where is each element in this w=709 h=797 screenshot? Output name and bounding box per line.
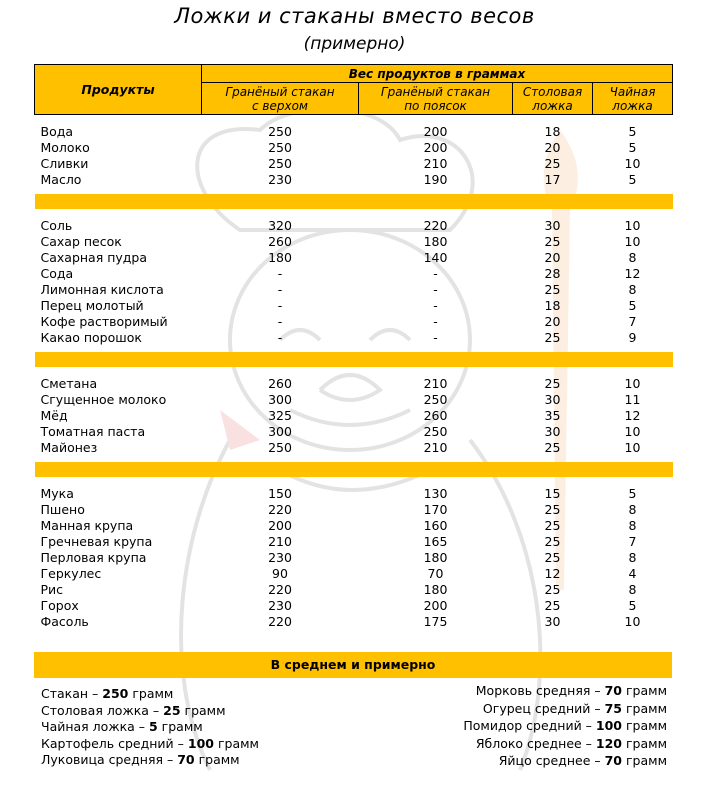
- group-separator-band: [35, 462, 673, 477]
- summary-right-list: [463, 682, 667, 770]
- summary-item: Чайная ложка – 5 грамм: [41, 719, 203, 734]
- glass-full-column-header: Гранёный стакан с верхом: [202, 83, 359, 115]
- summary-item: Луковица средняя – 70 грамм: [41, 752, 240, 767]
- summary-item: Столовая ложка – 25 грамм: [41, 702, 226, 718]
- weight-value: 5: [628, 298, 637, 313]
- weight-value: 25: [544, 534, 561, 549]
- weight-value: 180: [268, 250, 292, 265]
- weight-value: 8: [628, 250, 637, 265]
- weight-value: -: [277, 266, 283, 281]
- weight-value: 8: [628, 518, 637, 533]
- weight-value: 25: [544, 376, 561, 391]
- weight-value: 8: [628, 550, 637, 565]
- product-name: Томатная паста: [40, 424, 146, 439]
- product-name: Фасоль: [40, 614, 89, 629]
- weight-value: 325: [268, 408, 292, 423]
- product-name: Какао порошок: [40, 330, 142, 345]
- weight-value: 25: [544, 502, 561, 517]
- weight-value: 25: [544, 598, 561, 613]
- weight-value: 8: [628, 582, 637, 597]
- table-row: [35, 598, 673, 614]
- weight-value: 230: [268, 550, 292, 565]
- weight-value: 12: [624, 408, 641, 423]
- table-row: [35, 566, 673, 582]
- weight-value: 10: [624, 614, 641, 629]
- table-row: [35, 266, 673, 282]
- table-row: [35, 314, 673, 330]
- weight-value: 5: [628, 124, 637, 139]
- product-name: Майонез: [40, 440, 98, 455]
- summary-item: Яблоко среднее – 120 грамм: [475, 735, 667, 751]
- weight-value: 210: [423, 440, 448, 455]
- weight-value: -: [433, 266, 438, 281]
- summary-item: Огурец средний – 75 грамм: [482, 700, 667, 716]
- product-name: Манная крупа: [40, 518, 134, 533]
- product-name: Сметана: [40, 376, 98, 391]
- weight-value: 220: [268, 502, 292, 517]
- weight-value: -: [277, 298, 283, 313]
- summary-left-list: [41, 686, 259, 769]
- weight-value: 220: [423, 218, 448, 233]
- weights-table: [34, 64, 673, 630]
- weight-value: 220: [268, 582, 292, 597]
- weight-value: 260: [268, 376, 292, 391]
- weight-value: 200: [423, 140, 448, 155]
- weight-value: 10: [624, 424, 641, 439]
- weight-value: 20: [544, 314, 561, 329]
- table-row: [35, 582, 673, 598]
- weight-value: 12: [544, 566, 561, 581]
- table-row: [35, 376, 673, 392]
- product-name: Лимонная кислота: [40, 282, 164, 297]
- product-name: Перец молотый: [40, 298, 144, 313]
- weight-value: -: [277, 282, 283, 297]
- weight-value: 200: [268, 518, 292, 533]
- product-name: Геркулес: [40, 566, 102, 581]
- product-name: Рис: [40, 582, 64, 597]
- weight-value: -: [433, 298, 438, 313]
- table-row: [35, 408, 673, 424]
- teaspoon-column-header: Чайная ложка: [593, 83, 673, 115]
- weight-value: 160: [423, 518, 448, 533]
- weight-value: 200: [423, 598, 448, 613]
- weight-value: -: [433, 330, 438, 345]
- product-name: Горох: [40, 598, 79, 613]
- weight-value: 5: [628, 172, 637, 187]
- weight-value: 210: [423, 376, 448, 391]
- table-row: [35, 518, 673, 534]
- weight-value: 25: [544, 156, 561, 171]
- product-name: Мука: [40, 486, 74, 501]
- weight-value: 250: [268, 156, 292, 171]
- weight-value: 260: [268, 234, 292, 249]
- group-separator-band: [35, 352, 673, 367]
- weight-value: 70: [427, 566, 444, 581]
- weight-value: 20: [544, 250, 561, 265]
- weight-value: 7: [628, 314, 637, 329]
- summary-item: Стакан – 250 грамм: [41, 686, 174, 701]
- product-name: Сахар песок: [40, 234, 122, 249]
- summary-item: Морковь средняя – 70 грамм: [475, 683, 667, 698]
- table-row: [35, 424, 673, 440]
- products-column-header: Продукты: [35, 65, 202, 115]
- table-row: [35, 502, 673, 518]
- summary-title: В среднем и примерно: [34, 652, 672, 678]
- weight-column-header: Вес продуктов в граммах: [202, 65, 673, 83]
- summary-item: Яйцо среднее – 70 грамм: [498, 753, 667, 768]
- weight-value: 25: [544, 282, 561, 297]
- weight-value: 12: [624, 266, 641, 281]
- product-name: Сода: [40, 266, 74, 281]
- weight-value: 140: [423, 250, 448, 265]
- tablespoon-column-header: Столовая ложка: [513, 83, 593, 115]
- table-row: [35, 156, 673, 172]
- weight-value: 25: [544, 582, 561, 597]
- weight-value: 17: [544, 172, 561, 187]
- weight-value: 18: [544, 124, 561, 139]
- weight-value: 20: [544, 140, 561, 155]
- weight-value: 10: [624, 234, 641, 249]
- table-row: [35, 330, 673, 346]
- product-name: Мёд: [40, 408, 68, 423]
- weight-value: 200: [423, 124, 448, 139]
- summary-item: Картофель средний – 100 грамм: [41, 735, 259, 751]
- weight-value: -: [277, 314, 283, 329]
- product-name: Сливки: [40, 156, 89, 171]
- weight-value: 300: [268, 424, 292, 439]
- weight-value: 250: [268, 124, 292, 139]
- weight-value: 25: [544, 234, 561, 249]
- weight-value: -: [433, 314, 438, 329]
- weight-value: 5: [628, 598, 637, 613]
- table-row: [35, 550, 673, 566]
- weight-value: 25: [544, 330, 561, 345]
- product-name: Пшено: [40, 502, 85, 517]
- weight-value: 170: [423, 502, 448, 517]
- weight-value: 190: [423, 172, 448, 187]
- product-name: Гречневая крупа: [40, 534, 153, 549]
- weight-value: 4: [628, 566, 637, 581]
- product-name: Кофе растворимый: [40, 314, 168, 329]
- weight-value: 250: [268, 140, 292, 155]
- weight-value: 230: [268, 172, 292, 187]
- weight-value: 18: [544, 298, 561, 313]
- weight-value: -: [433, 282, 438, 297]
- weight-value: 210: [423, 156, 448, 171]
- page-subtitle: (примерно): [303, 34, 406, 54]
- weight-value: 130: [423, 486, 448, 501]
- weight-value: 180: [423, 234, 448, 249]
- weight-value: 5: [628, 486, 637, 501]
- table-row: [35, 234, 673, 250]
- weight-value: 250: [423, 392, 448, 407]
- weight-value: 11: [624, 392, 641, 407]
- weight-value: 5: [628, 140, 637, 155]
- group-separator-band: [35, 194, 673, 209]
- weight-value: 30: [544, 218, 561, 233]
- weight-value: 8: [628, 282, 637, 297]
- weight-value: 180: [423, 582, 448, 597]
- weight-value: 25: [544, 550, 561, 565]
- table-row: [35, 250, 673, 266]
- table-row: [35, 124, 673, 140]
- weight-value: 30: [544, 392, 561, 407]
- weight-value: 10: [624, 376, 641, 391]
- weight-value: 180: [423, 550, 448, 565]
- weight-value: 28: [544, 266, 561, 281]
- weight-value: 25: [544, 440, 561, 455]
- weight-value: 320: [268, 218, 292, 233]
- table-row: [35, 440, 673, 456]
- product-name: Соль: [40, 218, 73, 233]
- weight-value: 175: [423, 614, 448, 629]
- weight-value: 300: [268, 392, 292, 407]
- weight-value: 10: [624, 156, 641, 171]
- table-row: [35, 614, 673, 630]
- weight-value: -: [277, 330, 283, 345]
- summary-item: Помидор средний – 100 грамм: [463, 718, 667, 733]
- weight-value: 150: [268, 486, 292, 501]
- weight-value: 90: [272, 566, 288, 581]
- weight-value: 30: [544, 424, 561, 439]
- product-name: Сахарная пудра: [40, 250, 148, 265]
- weight-value: 220: [268, 614, 292, 629]
- weight-value: 35: [544, 408, 561, 423]
- weight-value: 7: [628, 534, 637, 549]
- weight-value: 165: [423, 534, 448, 549]
- table-body: [35, 115, 673, 631]
- page-title: Ложки и стаканы вместо весов: [174, 4, 535, 28]
- weight-value: 10: [624, 440, 641, 455]
- table-row: [35, 140, 673, 156]
- weight-value: 8: [628, 502, 637, 517]
- table-row: [35, 298, 673, 314]
- product-name: Вода: [40, 124, 74, 139]
- weight-value: 25: [544, 518, 561, 533]
- product-name: Молоко: [40, 140, 90, 155]
- table-row: [35, 282, 673, 298]
- weight-value: 15: [544, 486, 561, 501]
- weight-value: 9: [628, 330, 637, 345]
- weight-value: 210: [268, 534, 292, 549]
- product-name: Сгущенное молоко: [40, 392, 167, 407]
- table-row: [35, 172, 673, 188]
- weight-value: 10: [624, 218, 641, 233]
- weight-value: 250: [423, 424, 448, 439]
- table-row: [35, 534, 673, 550]
- table-row: [35, 392, 673, 408]
- weight-value: 30: [544, 614, 561, 629]
- weight-value: 260: [423, 408, 448, 423]
- table-row: [35, 486, 673, 502]
- weight-value: 230: [268, 598, 292, 613]
- weight-value: 250: [268, 440, 292, 455]
- product-name: Масло: [40, 172, 82, 187]
- table-row: [35, 218, 673, 234]
- product-name: Перловая крупа: [40, 550, 147, 565]
- glass-belt-column-header: Гранёный стакан по поясок: [359, 83, 513, 115]
